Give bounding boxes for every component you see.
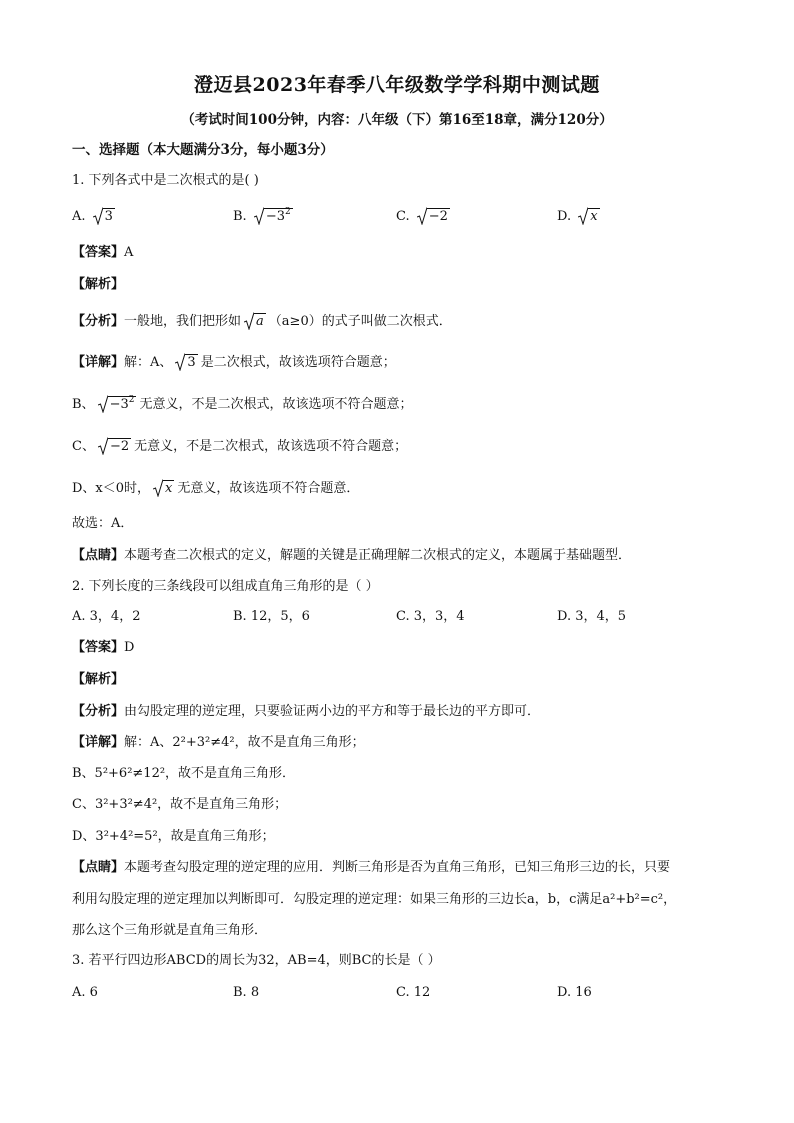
- q1-detail-c: C、 −2 无意义，不是二次根式，故该选项不符合题意；: [72, 439, 408, 454]
- q1-answer: 【答案】A: [72, 245, 134, 260]
- sqrt-symbol: −2: [98, 438, 131, 456]
- q2-detail-a: 【详解】解：A、2²+3²≠4²，故不是直角三角形；: [72, 735, 365, 750]
- q2-option-c: C. 3，3，4: [396, 609, 465, 624]
- sqrt-symbol: x: [578, 208, 599, 226]
- q2-option-a: A. 3，4，2: [72, 609, 141, 624]
- q1-option-b: B. $-3^2$: [233, 207, 291, 224]
- q3-option-a: A. 6: [72, 985, 98, 1000]
- sqrt-symbol: x: [153, 480, 174, 498]
- q1-option-c: C. −2: [396, 209, 448, 224]
- q1-detail-d: D、x＜0时， x 无意义，故该选项不符合题意．: [72, 481, 360, 496]
- q2-dianjing-1: 【点睛】本题考查勾股定理的逆定理的应用．判断三角形是否为直角三角形，已知三角形三边的长，只要: [72, 860, 671, 875]
- page-title: 澄迈县2023年春季八年级数学学科期中测试题: [194, 74, 600, 96]
- q2-stem: 2. 下列长度的三条线段可以组成直角三角形的是（ ）: [72, 579, 379, 594]
- sqrt-symbol: $-3^2$: [254, 208, 293, 226]
- q2-detail-d: D、3²+4²=5²，故是直角三角形；: [72, 829, 275, 844]
- q3-option-b: B. 8: [233, 985, 260, 1000]
- q1-option-a: A. 3: [72, 209, 113, 224]
- q2-answer: 【答案】D: [72, 640, 135, 655]
- q2-detail-b: B、5²+6²≠12²，故不是直角三角形．: [72, 766, 296, 781]
- sqrt-symbol: a: [244, 313, 266, 331]
- q2-detail-c: C、3²+3²≠4²，故不是直角三角形；: [72, 797, 288, 812]
- q1-detail-b: B、 $-3^2$ 无意义，不是二次根式，故该选项不符合题意；: [72, 395, 413, 412]
- q2-option-b: B. 12，5，6: [233, 609, 310, 624]
- q1-fenxi: 【分析】一般地，我们把形如 a （a≥0）的式子叫做二次根式．: [72, 314, 452, 329]
- q3-option-d: D. 16: [557, 985, 592, 1000]
- sqrt-symbol: 3: [175, 354, 197, 372]
- q2-dianjing-2: 利用勾股定理的逆定理加以判断即可．勾股定理的逆定理：如果三角形的三边长a，b，c满足a²+b²=c²，: [72, 892, 677, 907]
- q3-stem: 3. 若平行四边形ABCD的周长为32，AB=4，则BC的长是（ ）: [72, 953, 441, 968]
- sqrt-symbol: 3: [93, 208, 115, 226]
- page-subtitle: （考试时间100分钟，内容：八年级（下）第16至18章，满分120分）: [181, 112, 613, 128]
- q1-choose: 故选：A．: [72, 516, 134, 531]
- q1-dianjing: 【点睛】本题考查二次根式的定义，解题的关键是正确理解二次根式的定义，本题属于基础题型．: [72, 548, 632, 563]
- q2-dianjing-3: 那么这个三角形就是直角三角形．: [72, 923, 268, 938]
- q1-detail-a: 【详解】解：A、 3 是二次根式，故该选项符合题意；: [72, 355, 396, 370]
- sqrt-symbol: −2: [417, 208, 450, 226]
- q3-option-c: C. 12: [396, 985, 431, 1000]
- q2-option-d: D. 3，4，5: [557, 609, 627, 624]
- q2-fenxi: 【分析】由勾股定理的逆定理，只要验证两小边的平方和等于最长边的平方即可．: [72, 704, 541, 719]
- section-heading: 一、选择题（本大题满分3分，每小题3分）: [72, 142, 334, 158]
- q1-option-d: D. x: [557, 209, 598, 224]
- q2-analysis-tag: 【解析】: [72, 672, 125, 687]
- q1-stem: 1. 下列各式中是二次根式的是( ): [72, 173, 259, 188]
- q1-analysis-tag: 【解析】: [72, 277, 125, 292]
- sqrt-symbol: $-3^2$: [98, 396, 137, 414]
